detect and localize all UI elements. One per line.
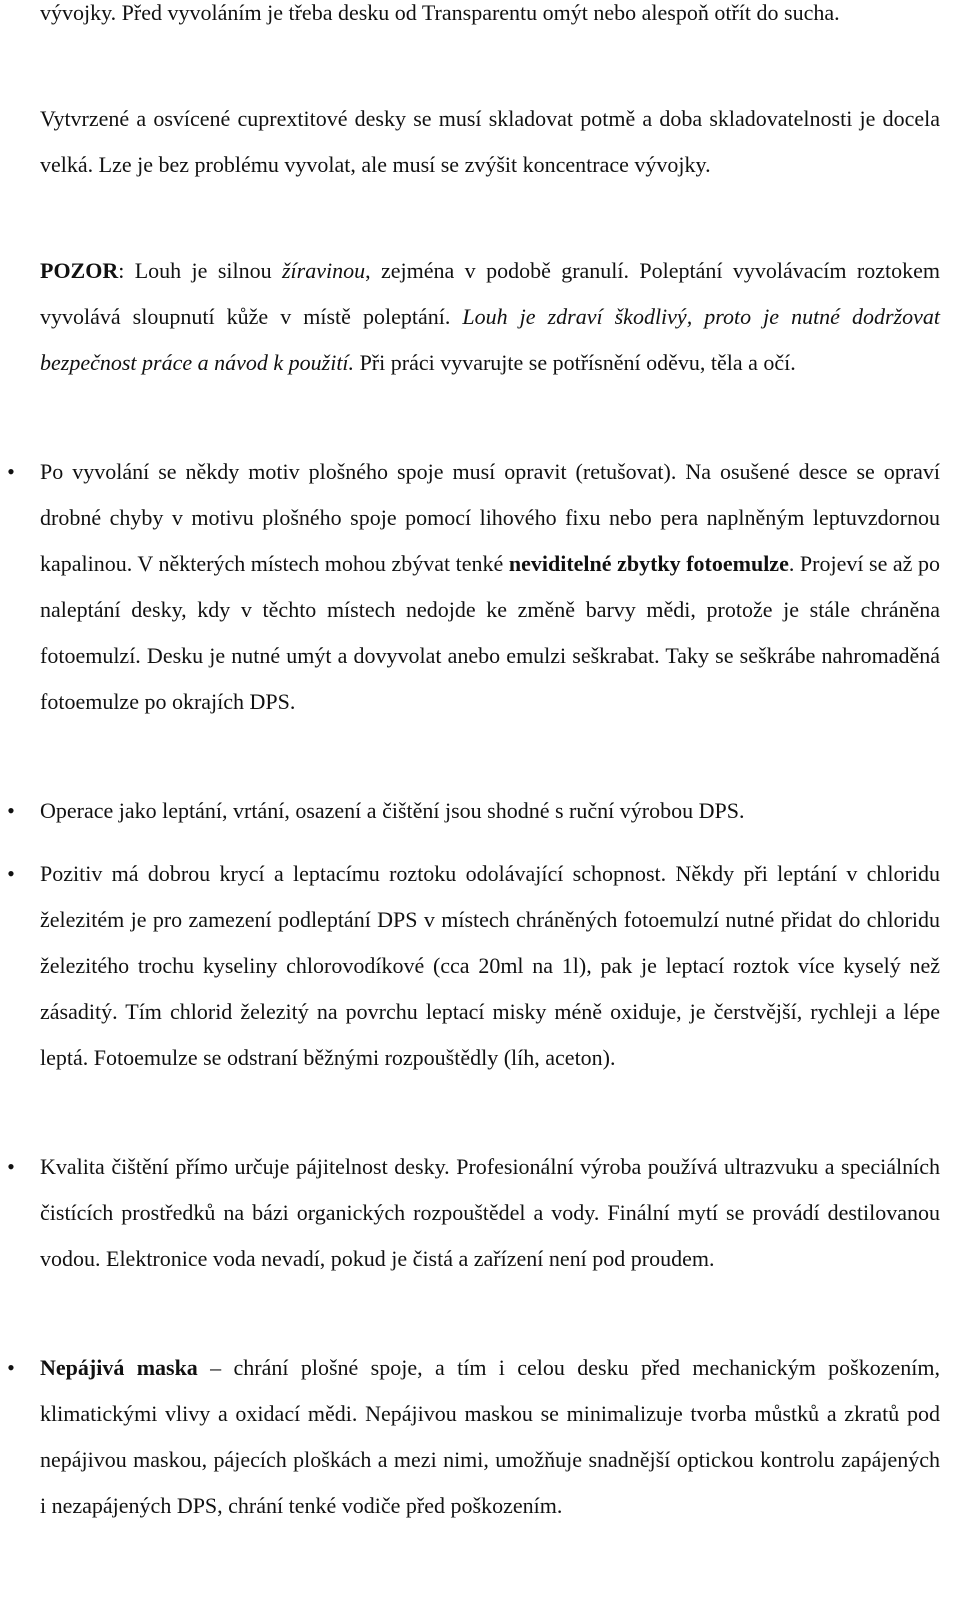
bullet-marker: • [7, 459, 15, 484]
bullet-item-positive [40, 851, 940, 1081]
paragraph-text: Operace jako leptání, vrtání, osazení a čištění jsou shodné s ruční výrobou DPS. [40, 798, 745, 823]
paragraph-text: . Projeví se až po naleptání desky, kdy v těchto místech nedojde ke změně barvy mědi, protože je stále chráněna fotoemulzí. Desku je nutné umýt a dovyvolat anebo emulzi seškrabat. Taky se seškrábe nahromaděná fotoemulze po okrajích DPS. [40, 551, 941, 714]
paragraph-text: Vytvrzené a osvícené cuprextitové desky se musí skladovat potmě a doba skladovatelnosti je docela velká. Lze je bez problému vyvolat, ale musí se zvýšit koncentrace vývojky. [40, 106, 940, 177]
bullet-marker: • [7, 1154, 15, 1179]
bullet-marker: • [7, 798, 15, 823]
paragraph-warning [40, 248, 940, 386]
paragraph-text: Kvalita čištění přímo určuje pájitelnost desky. Profesionální výroba používá ultrazvuku a speciálních čistících prostředků na bázi organických rozpouštědel a vody. Finální mytí se provádí destilovanou vodou. Elektronice voda nevadí, pokud je čistá a zařízení není pod proudem. [40, 1154, 940, 1271]
bold-text: Nepájivá maska [40, 1355, 198, 1380]
bullet-marker: • [7, 1355, 15, 1380]
emphasis-text: Louh je zdraví škodlivý, proto je nutné dodržovat bezpečnost práce a návod k použití. [40, 304, 940, 375]
paragraph-text: vývojky. Před vyvoláním je třeba desku od Transparentu omýt nebo alespoň otřít do sucha. [40, 0, 840, 25]
bullet-item-solder-mask [40, 1345, 940, 1529]
paragraph-text: Při práci vyvarujte se potřísnění oděvu, těla a očí. [354, 350, 796, 375]
paragraph-storage [40, 96, 940, 188]
bold-text: neviditelné zbytky fotoemulze [508, 551, 789, 576]
paragraph-text: : Louh je silnou [118, 258, 282, 283]
bullet-marker: • [7, 861, 15, 886]
paragraph-text: Pozitiv má dobrou krycí a leptacímu roztoku odolávající schopnost. Někdy při leptání v chloridu železitém je pro zamezení podleptání DPS v místech chráněných fotoemulzí nutné přidat do chloridu železitého trochu kyseliny chlorovodíkové (cca 20ml na 1l), pak je leptací roztok více kyselý než zásaditý. Tím chlorid železitý na povrchu leptací misky méně oxiduje, je čerstvější, rychleji a lépe leptá. Fotoemulze se odstraní běžnými rozpouštědly (líh, aceton). [40, 861, 940, 1070]
paragraph-text: , zejména v podobě granulí. Poleptání vyvolávacím roztokem vyvolává sloupnutí kůže v místě poleptání. [40, 258, 940, 329]
bullet-item-operations [40, 788, 940, 834]
warning-label: POZOR [40, 258, 119, 283]
emphasis-text: žíravinou [282, 258, 366, 283]
paragraph-text: Po vyvolání se někdy motiv plošného spoje musí opravit (retušovat). Na osušené desce se opraví drobné chyby v motivu plošného spoje pomocí lihového fixu nebo pera naplněným leptuvzdornou kapalinou. V některých místech mohou zbývat tenké [40, 459, 940, 576]
bullet-item-retouch [40, 449, 940, 725]
paragraph-text: – chrání plošné spoje, a tím i celou desku před mechanickým poškozením, klimatickými vlivy a oxidací mědi. Nepájivou maskou se minimalizuje tvorba můstků a zkratů pod nepájivou maskou, pájecích ploškách a mezi nimi, umožňuje snadnější optickou kontrolu zapájených i nezapájených DPS, chrání tenké vodiče před poškozením. [40, 1355, 940, 1518]
paragraph-developer-intro [40, 0, 940, 36]
bullet-item-cleaning [40, 1144, 940, 1282]
